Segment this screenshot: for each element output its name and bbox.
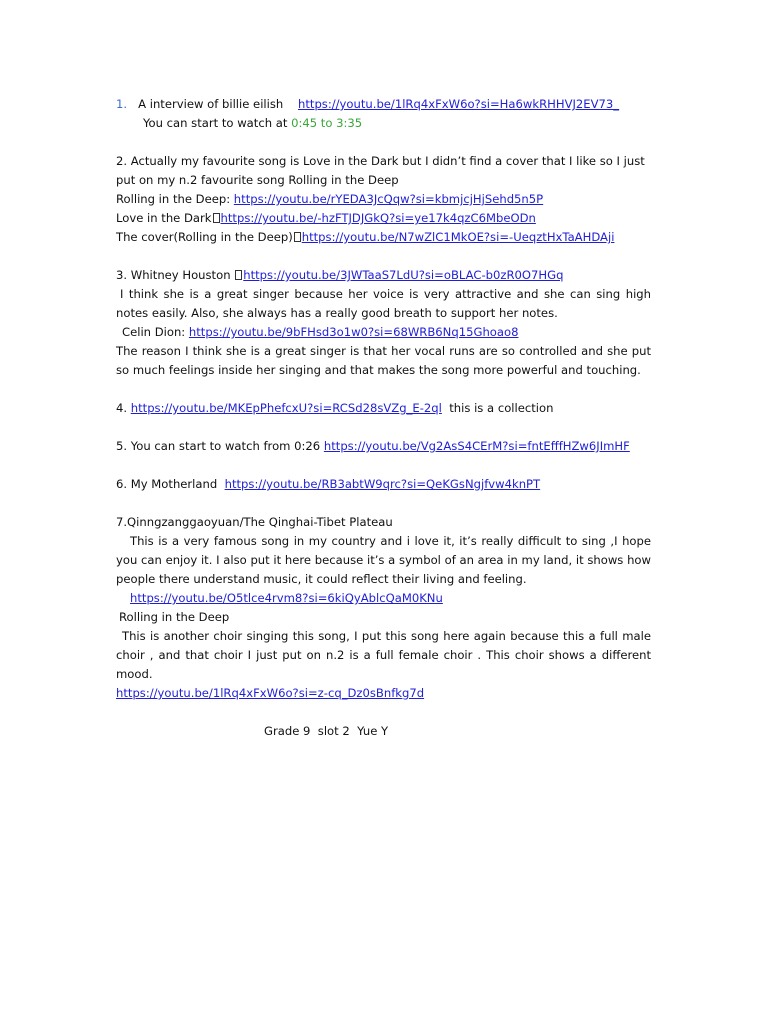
item5-line — [116, 437, 651, 456]
item6-text: 6. My Motherland — [116, 477, 218, 491]
missing-glyph-icon — [213, 213, 220, 223]
item1-number: 1. — [116, 97, 128, 111]
item2-love-link[interactable]: https://youtu.be/-hzFTJDJGkQ?si=ye17k4qzC6MbeODn — [220, 211, 536, 225]
item7-link2-line — [116, 684, 651, 703]
document-body — [116, 95, 651, 741]
item7-link1[interactable]: https://youtu.be/O5tlce4rvm8?si=6kiQyAblcQaM0KNu — [130, 591, 443, 605]
item1-link[interactable]: https://youtu.be/1lRq4xFxW6o?si=Ha6wkRHHVJ2EV73_ — [298, 97, 620, 111]
item6-link[interactable]: https://youtu.be/RB3abtW9qrc?si=QeKGsNgjfvw4knPT — [224, 477, 541, 491]
item3-line — [116, 266, 651, 285]
item2-love-label: Love in the Dark — [116, 211, 212, 225]
item1-watch-range: 0:45 to 3:35 — [291, 116, 363, 130]
item3-label: 3. Whitney Houston — [116, 268, 231, 282]
item7-title: 7.Qinngzanggaoyuan/The Qinghai-Tibet Plateau — [116, 515, 393, 529]
item1-watch-prefix: You can start to watch at — [143, 116, 288, 130]
item1-line — [116, 95, 651, 114]
item5-link[interactable]: https://youtu.be/Vg2AsS4CErM?si=fntEfffHZw6JImHF — [323, 439, 630, 453]
item3-celin-link[interactable]: https://youtu.be/9bFHsd3o1w0?si=68WRB6Nq15Ghoao8 — [188, 325, 519, 339]
item4-number: 4. — [116, 401, 128, 415]
item3-link[interactable]: https://youtu.be/3JWTaaS7LdU?si=oBLAC-b0zR0O7HGq — [243, 268, 564, 282]
item6-line — [116, 475, 651, 494]
item2-rolling-link[interactable]: https://youtu.be/rYEDA3JcQqw?si=kbmjcjHjSehd5n5P — [233, 192, 544, 206]
item7-link1-line — [116, 589, 651, 608]
missing-glyph-icon — [235, 270, 242, 280]
item3-para1: I think she is a great singer because her voice is very attractive and she can sing high notes easily. Also, she always has a really good breath to support her notes. — [116, 287, 651, 320]
item2-cover-line — [116, 228, 651, 247]
item2-love-line — [116, 209, 651, 228]
item5-text: 5. You can start to watch from 0:26 — [116, 439, 321, 453]
missing-glyph-icon — [294, 232, 301, 242]
item3-celin-line — [116, 323, 651, 342]
item2-cover-label: The cover(Rolling in the Deep) — [116, 230, 293, 244]
item2-intro: 2. Actually my favourite song is Love in the Dark but I didn’t find a cover that I like so I just put on my n.2 favourite song Rolling in the Deep — [116, 154, 645, 187]
item2-rolling-label: Rolling in the Deep: — [116, 192, 231, 206]
item3-celin-label: Celin Dion: — [122, 325, 186, 339]
item7-para2: This is another choir singing this song, I put this song here again because this a full male choir , and that choir I just put on n.2 is a full female choir . This choir shows a different mood. — [116, 629, 651, 681]
item7-para1: This is a very famous song in my country and i love it, it’s really difficult to sing ,I hope you can enjoy it. I also put it here because it’s a symbol of an area in my land, it shows how people there understand music, it could reflect their living and feeling. — [116, 534, 651, 586]
item1-text: A interview of billie eilish — [138, 97, 284, 111]
item4-link[interactable]: https://youtu.be/MKEpPhefcxU?si=RCSd28sVZg_E-2ql — [130, 401, 442, 415]
item1-watch-line — [116, 114, 651, 133]
item2-rolling-line — [116, 190, 651, 209]
item2-cover-link[interactable]: https://youtu.be/N7wZlC1MkOE?si=-UeqztHxTaAHDAji — [301, 230, 615, 244]
item4-line — [116, 399, 651, 418]
item7-link2[interactable]: https://youtu.be/1lRq4xFxW6o?si=z-cq_Dz0sBnfkg7d — [116, 686, 425, 700]
item4-note: this is a collection — [449, 401, 554, 415]
item7-rolling-label: Rolling in the Deep — [119, 610, 230, 624]
signature: Grade 9 slot 2 Yue Y — [264, 724, 389, 738]
item3-para2: The reason I think she is a great singer is that her vocal runs are so controlled and she put so much feelings inside her singing and that makes the song more powerful and touching. — [116, 344, 651, 377]
